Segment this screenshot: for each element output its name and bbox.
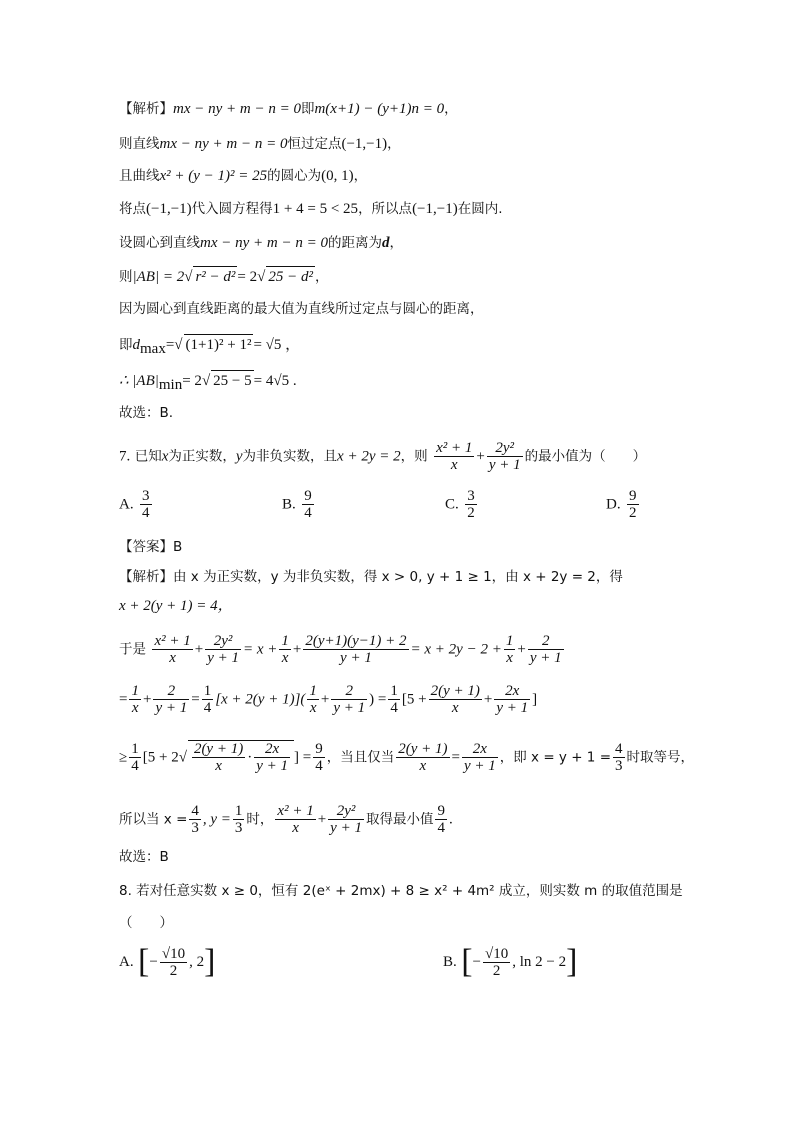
- analysis-7-line-6: 所以当 x = $\frac{4}{3}$ , y = $\frac{1}{3}$ 时， $\frac{\text{x² + 1}}{x}$ + $\frac{\text{2y²}}{y + 1}$ 取得最小值 $\frac{9}{4}$ .: [119, 803, 453, 836]
- choice-c-value: $\frac{3}{2}$: [467, 488, 475, 521]
- question-number: 7.: [119, 448, 131, 465]
- choice-c[interactable]: C. $\frac{3}{2}$: [445, 488, 475, 521]
- question-8-stem: 8. 若对任意实数 x ≥ 0，恒有 2(eˣ + 2mx) + 8 ≥ x² + 4m² 成立，则实数 m 的取值范围是: [119, 883, 683, 899]
- analysis-6-line-4: 将点(−1,−1)代入圆方程得1 + 4 = 5 < 25，所以点(−1,−1)在圆内.: [119, 201, 503, 217]
- analysis-6-line-9: ∴ $|AB|_{min}= 2√$ 25 − 5 = 4√5 .: [119, 370, 297, 391]
- analysis-6-line-3: 且曲线x² + (y − 1)² = 25的圆心为(0, 1)，: [119, 168, 368, 184]
- q8-choice-b[interactable]: B. [− $\frac{√10}{2}$ , ln 2 − 2]: [443, 943, 578, 980]
- analysis-6-line-10: 故选：B.: [119, 405, 174, 421]
- question-8-blank: （ ）: [119, 915, 173, 931]
- analysis-7-line-4: = $\frac{1}{x}$ + $\frac{2}{y + 1}$ = $\frac{1}{4}$ [x + 2(y + 1)]( $\frac{1}{x}$ + $\frac{2}{y + 1}$ ) = $\frac{1}{4}$ [5 + $\frac{2(y + 1)}{x}$ + $\frac{2x}{y + 1}$ ]: [119, 683, 538, 716]
- analysis-6-line-6: 则|AB| = 2√ r² − d² = 2√ 25 − d² ，: [119, 266, 328, 287]
- choice-b[interactable]: B. $\frac{9}{4}$: [282, 488, 312, 521]
- analysis-7-line-1: 【解析】由 x 为正实数，y 为非负实数，得 x > 0, y + 1 ≥ 1，由 x + 2y = 2，得: [119, 569, 623, 585]
- choice-a-value: $\frac{3}{4}$: [142, 488, 150, 521]
- analysis-label: 【解析】: [119, 101, 173, 117]
- choice-b-value: $\frac{9}{4}$: [304, 488, 312, 521]
- analysis-6-line-7: 因为圆心到直线距离的最大值为直线所过定点与圆心的距离，: [119, 301, 484, 317]
- q8-choice-a[interactable]: A. [− $\frac{√10}{2}$ , 2]: [119, 943, 216, 980]
- choice-a[interactable]: A. $\frac{3}{4}$: [119, 488, 150, 521]
- analysis-7-line-7: 故选：B: [119, 849, 169, 865]
- choice-d-value: $\frac{9}{2}$: [629, 488, 637, 521]
- analysis-7-line-3: 于是 $\frac{\text{x² + 1}}{x}$ + $\frac{\text{2y²}}{y + 1}$ = x + $\frac{1}{x}$ + $\frac{2(y+1)(y-1) + 2}{y + 1}$ = x + 2y − 2 + $\frac{1}{x}$ + $\frac{2}{y + 1}$: [119, 633, 562, 666]
- question-7-stem: 7. 已知x为正实数，y为非负实数，且x + 2y = 2，则 $\frac{\text{x² + 1}}{x}$ + $\frac{\text{2y²}}{y + 1}$ 的最小值为（ ）: [119, 440, 647, 473]
- analysis-6-line-2: 则直线mx − ny + m − n = 0恒过定点(−1,−1)，: [119, 136, 401, 152]
- answer-7: 【答案】B: [119, 539, 183, 555]
- analysis-6-line-5: 设圆心到直线mx − ny + m − n = 0的距离为d，: [119, 235, 403, 251]
- choice-d[interactable]: D. $\frac{9}{2}$: [606, 488, 637, 521]
- fraction: $\frac{\text{x² + 1}}{x}$: [436, 440, 473, 473]
- analysis-6-line-1: 【解析】mx − ny + m − n = 0即m(x+1) − (y+1)n = 0，: [119, 101, 458, 117]
- fraction: $\frac{\text{2y²}}{y + 1}$: [488, 440, 521, 473]
- analysis-6-line-8: 即$d_{max}=√$ (1+1)² + 1² = √5 ，: [119, 334, 300, 355]
- analysis-7-line-2: x + 2(y + 1) = 4，: [119, 598, 233, 614]
- analysis-7-line-5: ≥ $\frac{1}{4}$ [5 + 2√ $\frac{2(y + 1)}{x}$ · $\frac{2x}{y + 1}$ ] = $\frac{9}{4}$ ，当且仅当 $\frac{2(y + 1)}{x}$ = $\frac{2x}{y + 1}$ ，即 x = y + 1 = $\frac{4}{3}$ 时取等号，: [119, 741, 694, 774]
